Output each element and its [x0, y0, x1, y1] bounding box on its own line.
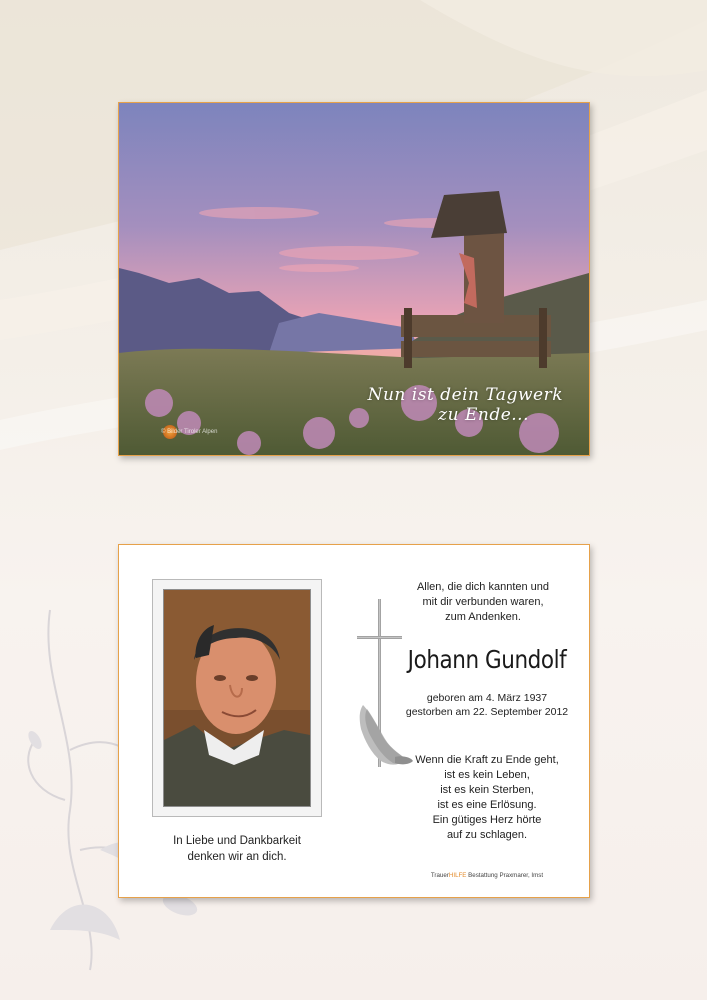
photo-credit: © Bilder Tiroler Alpen	[161, 429, 218, 435]
poem-line: Ein gütiges Herz hörte	[432, 814, 542, 826]
poem-line: auf zu schlagen.	[446, 829, 528, 841]
motto-text	[368, 385, 563, 425]
portrait-frame	[152, 579, 322, 817]
poem-line: Wenn die Kraft zu Ende geht,	[415, 754, 559, 766]
back-card	[118, 544, 590, 898]
motto-line-2: zu Ende...	[438, 405, 529, 425]
portrait-image	[164, 590, 310, 806]
poem	[399, 753, 575, 843]
footer-rest: Bestattung Praxmarer, Imst	[466, 872, 544, 879]
footer-brand-b: HILFE	[448, 872, 467, 879]
front-card	[118, 102, 590, 456]
life-dates	[399, 691, 575, 719]
portrait-photo	[163, 589, 311, 807]
death-date: gestorben am 22. September 2012	[405, 706, 569, 718]
funeral-home-footer	[399, 872, 575, 879]
poem-line: ist es kein Leben,	[444, 769, 530, 781]
cross-bar	[357, 636, 402, 639]
intro-line-1: Allen, die dich kannten und	[416, 581, 550, 593]
deceased-name: Johann Gundolf	[407, 645, 567, 674]
dedication-line-2: denken wir an dich.	[187, 851, 287, 863]
poem-line: ist es eine Erlösung.	[437, 799, 537, 811]
intro-text	[403, 580, 563, 625]
poem-line: ist es kein Sterben,	[440, 784, 534, 796]
footer-brand-a: Trauer	[430, 872, 449, 879]
dedication-line-1: In Liebe und Dankbarkeit	[173, 835, 301, 847]
birth-date: geboren am 4. März 1937	[426, 692, 548, 704]
dedication-text	[147, 833, 327, 865]
motto-line-1: Nun ist dein Tagwerk	[367, 385, 563, 405]
intro-line-3: zum Andenken.	[445, 611, 521, 623]
intro-line-2: mit dir verbunden waren,	[422, 596, 544, 608]
